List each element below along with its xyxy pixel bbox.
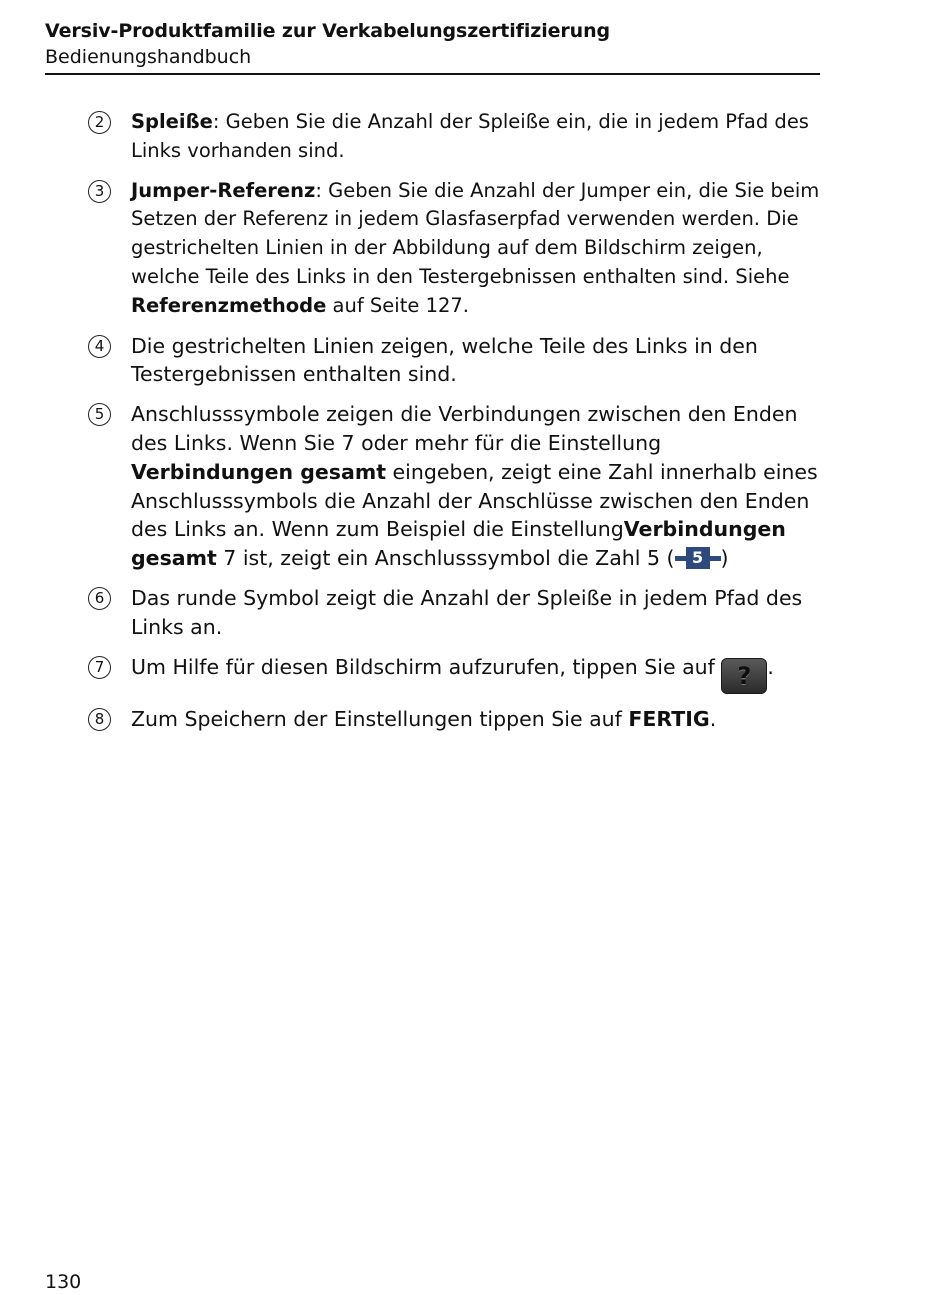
header-divider [45, 73, 820, 75]
item-text: . [709, 706, 717, 731]
item-term: Jumper-Referenz [131, 178, 316, 202]
item-number: 6 [88, 587, 111, 610]
item-number: 3 [88, 180, 111, 203]
item-text: Um Hilfe für diesen Bildschirm aufzurufen, tippen Sie auf [131, 654, 722, 679]
list-item-3 [87, 177, 827, 321]
cross-reference-link[interactable]: Referenzmethode [131, 293, 327, 317]
item-number: 8 [88, 708, 111, 731]
list-item-8 [87, 705, 827, 734]
item-text: Anschlusssymbole zeigen die Verbindungen zwischen den Enden des Links. Wenn Sie 7 oder mehr für die Einstellung [131, 402, 798, 455]
setting-name: Verbindungen gesamt [131, 459, 386, 484]
item-text: . [767, 654, 774, 679]
item-text: Zum Speichern der Einstellungen tippen Sie auf [131, 706, 629, 731]
item-text: : Geben Sie die Anzahl der Jumper ein, die Sie beim Setzen der Referenz in jedem Glasfaserpfad verwenden werden. Die gestrichelten Linien in der Abbildung auf dem Bildschirm zeigen, welche Teile des Links in den Testergebnissen enthalten sind. Siehe [131, 178, 820, 288]
item-text: Das runde Symbol zeigt die Anzahl der Spleiße in jedem Pfad des Links an. [131, 585, 803, 639]
item-text: ) [720, 546, 729, 571]
list-item-5 [87, 400, 827, 573]
help-button-icon: ? [721, 658, 767, 694]
item-text: Die gestrichelten Linien zeigen, welche Teile des Links in den Testergebnissen enthalten sind. [131, 333, 758, 387]
numbered-list [87, 108, 827, 744]
page-header [45, 18, 820, 70]
list-item-7 [87, 653, 827, 694]
item-number: 5 [88, 403, 111, 426]
item-text: auf Seite 127. [326, 293, 469, 317]
item-number: 2 [88, 111, 111, 134]
item-term: Spleiße [131, 110, 213, 133]
list-item-6 [87, 584, 827, 642]
connector-count: 5 [686, 547, 710, 569]
document-subtitle: Bedienungshandbuch [45, 46, 252, 68]
document-title: Versiv-Produktfamilie zur Verkabelungszertifizierung [45, 20, 611, 42]
list-item-2 [87, 108, 827, 166]
page-number: 130 [45, 1271, 82, 1293]
item-text: : Geben Sie die Anzahl der Spleiße ein, die in jedem Pfad des Links vorhanden sind. [131, 110, 809, 162]
item-text: eingeben, zeigt eine Zahl innerhalb eines Anschlusssymbols die Anzahl der Anschlüsse zwischen den Enden des Links an. Wenn zum Beispiel die Einstellung [131, 459, 818, 542]
connector-icon [675, 547, 721, 569]
setting-name: Verbindungen gesamt [131, 517, 786, 571]
list-item-4 [87, 332, 827, 390]
item-text: 7 ist, zeigt ein Anschlusssymbol die Zahl 5 ( [216, 546, 675, 571]
item-number: 4 [88, 335, 111, 358]
button-name: FERTIG [628, 706, 710, 731]
item-number: 7 [88, 656, 111, 679]
